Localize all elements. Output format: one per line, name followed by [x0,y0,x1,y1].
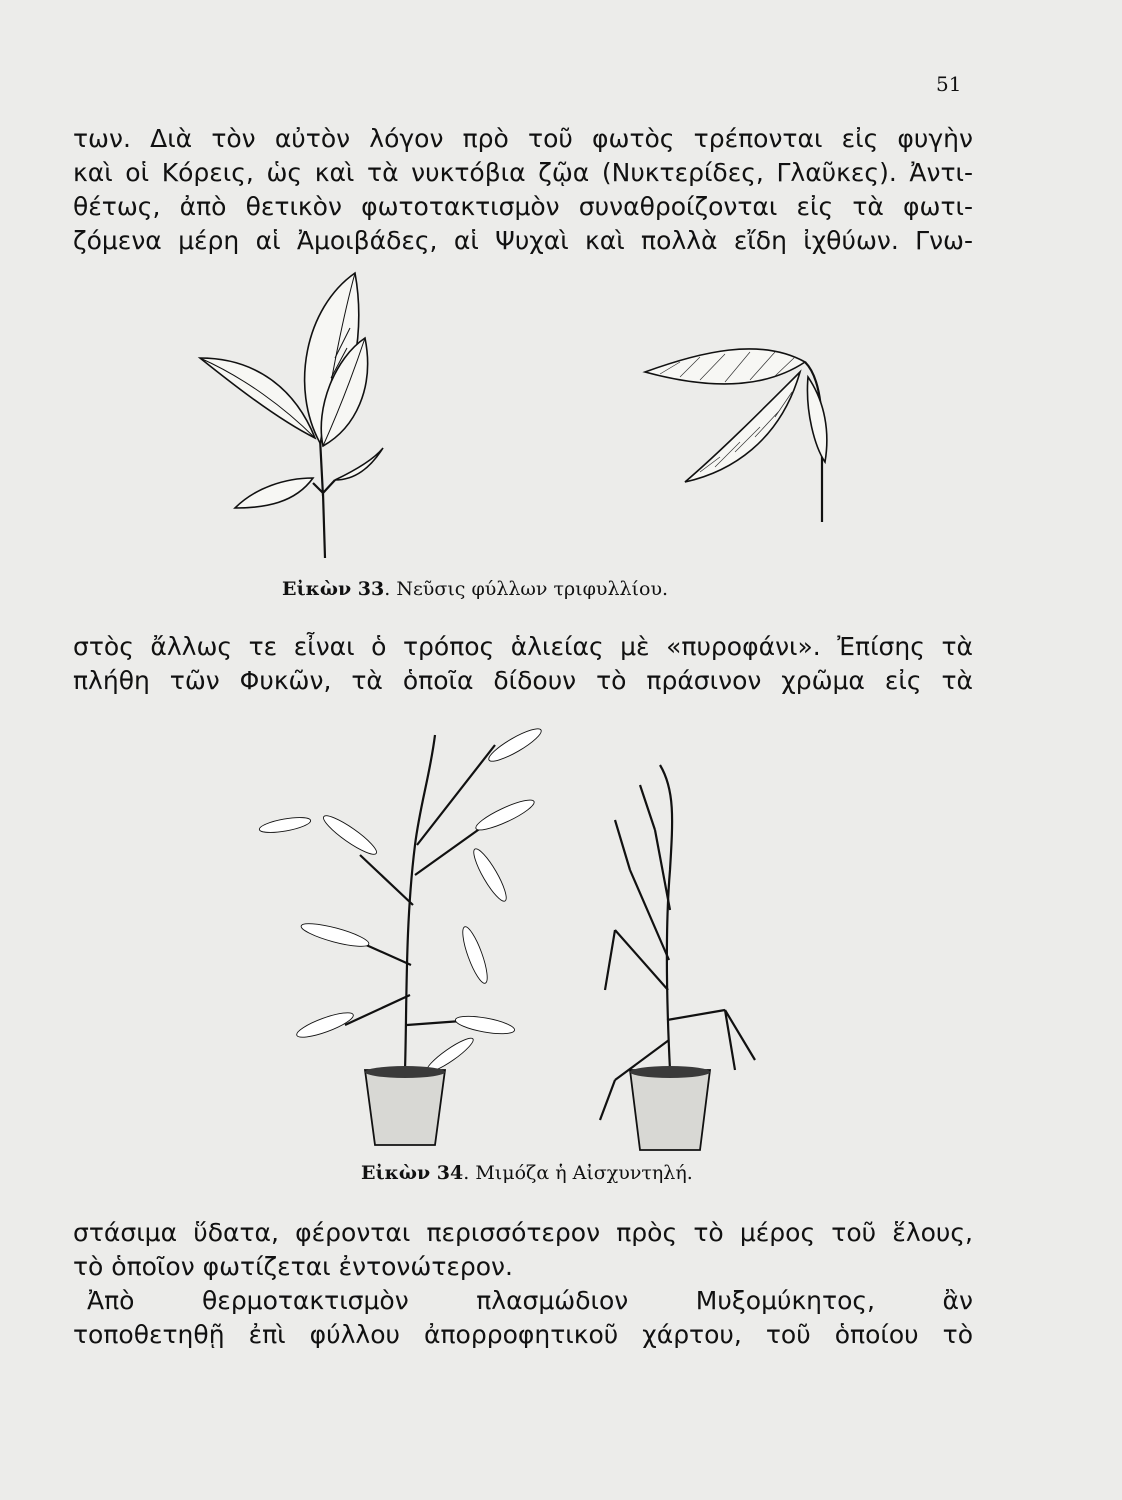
figure-34-caption: Εἰκὼν 34. Μιμόζα ἡ Αἰσχυντηλή. [361,1162,693,1184]
paragraph-4 [73,1284,973,1352]
text-line: στάσιμα ὕδατα, φέρονται περισσότερον πρὸς τὸ μέρος τοῦ ἕλους, [73,1218,973,1247]
text-line: πλήθη τῶν Φυκῶν, τὰ ὁποῖα δίδουν τὸ πράσινον χρῶμα εἰς τὰ [73,666,973,695]
text-line: Ἀπὸ θερμοτακτισμὸν πλασμώδιον Μυξομύκητος, ἂν [87,1286,973,1315]
figure-33-text: Νεῦσις φύλλων τριφυλλίου. [396,578,669,600]
mimosa-leaflets [258,725,544,1076]
figure-34-text: Μιμόζα ἡ Αἰσχυντηλή. [475,1162,693,1184]
paragraph-3 [73,1216,973,1284]
figure-33-leaf-folded-illustration [640,332,840,522]
paragraph-1 [73,122,973,258]
paragraph-2 [73,630,973,698]
figure-33-leaf-open-illustration [195,268,385,558]
figure-34-label: Εἰκὼν 34 [361,1162,464,1184]
text-line: καὶ οἱ Κόρεις, ὡς καὶ τὰ νυκτόβια ζῷα (Νυκτερίδες, Γλαῦκες). Ἀντι- [73,158,973,187]
figure-34-mimosa-closed-illustration [575,760,775,1160]
figure-34-mimosa-open-illustration [255,725,555,1155]
page-number: 51 [936,72,962,96]
text-line: θέτως, ἀπὸ θετικὸν φωτοτακτισμὸν συναθροίζονται εἰς τὰ φωτι- [73,192,973,221]
text-line: στὸς ἄλλως τε εἶναι ὁ τρόπος ἁλιείας μὲ «πυροφάνι». Ἐπίσης τὰ [73,632,973,661]
figure-33-caption: Εἰκὼν 33. Νεῦσις φύλλων τριφυλλίου. [282,578,669,600]
figure-33-label: Εἰκὼν 33 [282,578,385,600]
text-line: ζόμενα μέρη αἱ Ἀμοιβάδες, αἱ Ψυχαὶ καὶ πολλὰ εἴδη ἰχθύων. Γνω- [73,226,973,255]
text-line: τὸ ὁποῖον φωτίζεται ἐντονώτερον. [73,1252,513,1281]
text-line: των. Διὰ τὸν αὐτὸν λόγον πρὸ τοῦ φωτὸς τρέπονται εἰς φυγὴν [73,124,973,153]
text-line: τοποθετηθῇ ἐπὶ φύλλου ἀπορροφητικοῦ χάρτου, τοῦ ὁποίου τὸ [73,1320,973,1349]
